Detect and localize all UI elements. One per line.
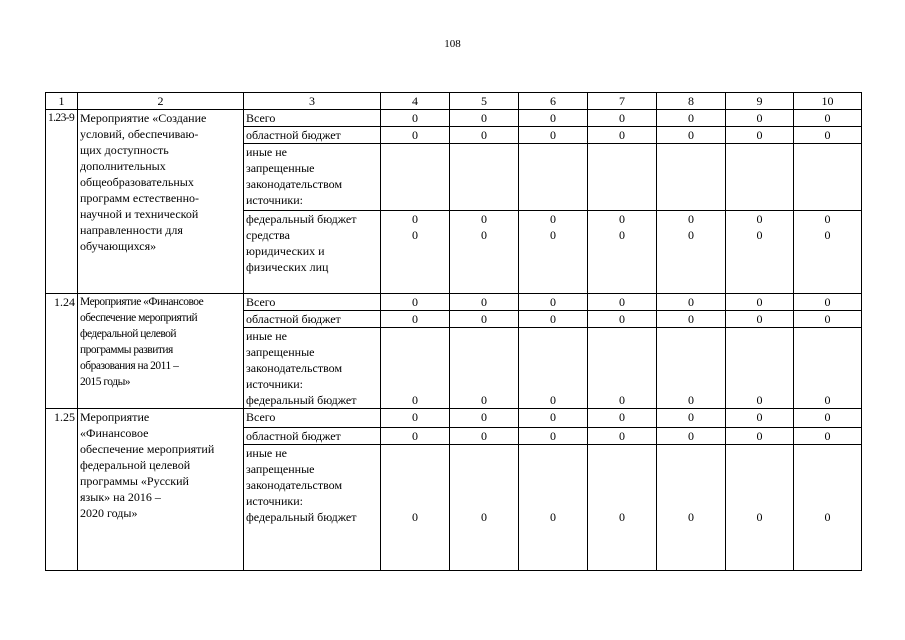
title-line: Мероприятие «Создание bbox=[80, 111, 207, 125]
title-line: 2020 годы» bbox=[80, 506, 138, 520]
page-number: 108 bbox=[444, 38, 461, 50]
title-line: образования на 2011 – bbox=[80, 360, 179, 372]
value-line: 0 bbox=[688, 228, 694, 242]
title-line: научной и технической bbox=[80, 207, 199, 221]
column-header: 9 bbox=[726, 93, 794, 110]
source-line: законодательством bbox=[246, 478, 343, 492]
measure-title bbox=[78, 294, 244, 409]
source-line: источники: bbox=[246, 494, 303, 508]
value-cell: 0 bbox=[726, 127, 794, 144]
measure-title bbox=[78, 409, 244, 571]
value-cell bbox=[381, 211, 450, 294]
value-cell: 0 bbox=[450, 110, 519, 127]
value-cell: 0 bbox=[794, 110, 862, 127]
value-cell: 0 bbox=[519, 428, 588, 445]
value-cell bbox=[381, 445, 450, 571]
value-cell bbox=[794, 445, 862, 571]
column-header: 5 bbox=[450, 93, 519, 110]
title-line: 2015 годы» bbox=[80, 376, 131, 388]
value-line: 0 bbox=[481, 510, 487, 524]
column-header: 6 bbox=[519, 93, 588, 110]
value-cell bbox=[519, 144, 588, 211]
value-cell: 0 bbox=[657, 328, 726, 409]
funding-source bbox=[244, 445, 381, 571]
value-cell: 0 bbox=[381, 110, 450, 127]
value-line: 0 bbox=[824, 212, 831, 226]
column-header: 10 bbox=[794, 93, 862, 110]
value-cell bbox=[519, 445, 588, 571]
value-line: 0 bbox=[619, 212, 625, 226]
funding-source bbox=[244, 144, 381, 211]
title-line: программ естественно- bbox=[80, 191, 200, 205]
value-cell: 0 bbox=[450, 311, 519, 328]
column-header: 4 bbox=[381, 93, 450, 110]
title-line: программы развития bbox=[80, 344, 173, 356]
value-cell bbox=[657, 144, 726, 211]
title-line: программы «Русский bbox=[80, 474, 189, 488]
value-cell: 0 bbox=[588, 110, 657, 127]
value-cell: 0 bbox=[657, 409, 726, 428]
source-line: иные не bbox=[246, 446, 287, 460]
value-cell: 0 bbox=[726, 311, 794, 328]
value-line: 0 bbox=[550, 212, 556, 226]
value-line: 0 bbox=[412, 228, 418, 242]
value-cell bbox=[657, 211, 726, 294]
table-row bbox=[46, 409, 862, 428]
value-cell: 0 bbox=[381, 311, 450, 328]
value-cell: 0 bbox=[450, 127, 519, 144]
value-cell: 0 bbox=[519, 311, 588, 328]
source-line: источники: bbox=[246, 377, 303, 391]
value-line: 0 bbox=[481, 228, 487, 242]
value-line: 0 bbox=[688, 510, 694, 524]
value-cell: 0 bbox=[794, 328, 862, 409]
value-cell: 0 bbox=[726, 409, 794, 428]
source-line: источники: bbox=[246, 193, 303, 207]
value-cell: 0 bbox=[588, 311, 657, 328]
title-line: общеобразовательных bbox=[80, 175, 194, 189]
row-code: 1.23-9 bbox=[46, 110, 78, 294]
measure-title bbox=[78, 110, 244, 294]
value-cell: 0 bbox=[794, 127, 862, 144]
title-line: федеральной целевой bbox=[80, 458, 191, 472]
source-line: федеральный бюджет bbox=[246, 510, 357, 524]
value-line: 0 bbox=[619, 510, 625, 524]
funding-source: областной бюджет bbox=[244, 428, 381, 445]
source-line: запрещенные bbox=[246, 462, 315, 476]
value-cell bbox=[588, 211, 657, 294]
title-line: обеспечение мероприятий bbox=[80, 312, 198, 324]
funding-source: Всего bbox=[244, 294, 381, 311]
value-line: 0 bbox=[756, 228, 763, 242]
row-code: 1.25 bbox=[46, 409, 78, 571]
value-line: 0 bbox=[481, 212, 487, 226]
source-line: юридических и bbox=[246, 244, 325, 258]
value-cell bbox=[726, 211, 794, 294]
value-cell bbox=[519, 211, 588, 294]
title-line: обучающихся» bbox=[80, 239, 157, 253]
row-code: 1.24 bbox=[46, 294, 78, 409]
value-line: 0 bbox=[756, 212, 763, 226]
value-cell: 0 bbox=[657, 110, 726, 127]
value-cell bbox=[381, 144, 450, 211]
title-line: Мероприятие «Финансовое bbox=[80, 296, 204, 308]
value-cell: 0 bbox=[657, 127, 726, 144]
table-row bbox=[46, 110, 862, 127]
value-cell: 0 bbox=[657, 294, 726, 311]
funding-source: областной бюджет bbox=[244, 311, 381, 328]
title-line: обеспечение мероприятий bbox=[80, 442, 215, 456]
source-line: запрещенные bbox=[246, 345, 315, 359]
value-cell: 0 bbox=[450, 409, 519, 428]
title-line: условий, обеспечиваю- bbox=[80, 127, 199, 141]
table-row bbox=[46, 294, 862, 311]
source-line: законодательством bbox=[246, 361, 343, 375]
value-cell bbox=[794, 211, 862, 294]
source-line: запрещенные bbox=[246, 161, 315, 175]
value-line: 0 bbox=[824, 228, 831, 242]
value-cell: 0 bbox=[794, 409, 862, 428]
title-line: направленности для bbox=[80, 223, 183, 237]
title-line: дополнительных bbox=[80, 159, 166, 173]
funding-source: Всего bbox=[244, 409, 381, 428]
funding-source: областной бюджет bbox=[244, 127, 381, 144]
value-line: 0 bbox=[412, 510, 418, 524]
value-cell: 0 bbox=[450, 294, 519, 311]
value-cell: 0 bbox=[794, 311, 862, 328]
value-cell bbox=[657, 445, 726, 571]
funding-source bbox=[244, 328, 381, 409]
value-cell: 0 bbox=[588, 294, 657, 311]
value-line: 0 bbox=[756, 510, 763, 524]
budget-table bbox=[45, 92, 862, 571]
column-header: 7 bbox=[588, 93, 657, 110]
value-cell: 0 bbox=[726, 294, 794, 311]
value-line: 0 bbox=[688, 212, 694, 226]
value-cell bbox=[450, 211, 519, 294]
value-cell: 0 bbox=[794, 428, 862, 445]
value-cell: 0 bbox=[657, 311, 726, 328]
value-cell: 0 bbox=[588, 328, 657, 409]
column-header: 1 bbox=[46, 93, 78, 110]
value-cell: 0 bbox=[381, 409, 450, 428]
value-cell: 0 bbox=[519, 110, 588, 127]
title-line: федеральной целевой bbox=[80, 328, 177, 340]
title-line: щих доступность bbox=[80, 143, 169, 157]
source-line: федеральный бюджет bbox=[246, 393, 357, 407]
value-cell: 0 bbox=[450, 428, 519, 445]
value-cell bbox=[450, 445, 519, 571]
value-cell: 0 bbox=[381, 294, 450, 311]
column-header: 2 bbox=[78, 93, 244, 110]
value-cell bbox=[588, 144, 657, 211]
source-line: федеральный бюджет bbox=[246, 212, 357, 226]
value-cell bbox=[726, 445, 794, 571]
source-line: иные не bbox=[246, 329, 287, 343]
value-cell bbox=[450, 144, 519, 211]
value-cell: 0 bbox=[519, 328, 588, 409]
value-cell: 0 bbox=[381, 428, 450, 445]
value-cell bbox=[726, 144, 794, 211]
funding-source: Всего bbox=[244, 110, 381, 127]
title-line: Мероприятие bbox=[80, 410, 150, 424]
value-line: 0 bbox=[824, 510, 831, 524]
value-cell: 0 bbox=[381, 328, 450, 409]
value-cell: 0 bbox=[588, 409, 657, 428]
title-line: язык» на 2016 – bbox=[80, 490, 161, 504]
funding-source bbox=[244, 211, 381, 294]
value-cell: 0 bbox=[381, 127, 450, 144]
source-line: средства bbox=[246, 228, 291, 242]
value-cell: 0 bbox=[588, 428, 657, 445]
column-header: 3 bbox=[244, 93, 381, 110]
value-cell bbox=[588, 445, 657, 571]
title-line: «Финансовое bbox=[80, 426, 149, 440]
source-line: физических лиц bbox=[246, 260, 329, 274]
column-header-row bbox=[46, 93, 862, 110]
source-line: законодательством bbox=[246, 177, 343, 191]
value-cell: 0 bbox=[519, 409, 588, 428]
value-cell: 0 bbox=[794, 294, 862, 311]
column-header: 8 bbox=[657, 93, 726, 110]
value-cell: 0 bbox=[519, 294, 588, 311]
value-cell: 0 bbox=[519, 127, 588, 144]
value-line: 0 bbox=[550, 510, 556, 524]
source-line: иные не bbox=[246, 145, 287, 159]
value-cell: 0 bbox=[588, 127, 657, 144]
value-cell bbox=[794, 144, 862, 211]
value-cell: 0 bbox=[450, 328, 519, 409]
value-cell: 0 bbox=[726, 428, 794, 445]
value-line: 0 bbox=[412, 212, 418, 226]
value-line: 0 bbox=[619, 228, 625, 242]
value-cell: 0 bbox=[726, 110, 794, 127]
value-cell: 0 bbox=[726, 328, 794, 409]
value-line: 0 bbox=[550, 228, 556, 242]
value-cell: 0 bbox=[657, 428, 726, 445]
